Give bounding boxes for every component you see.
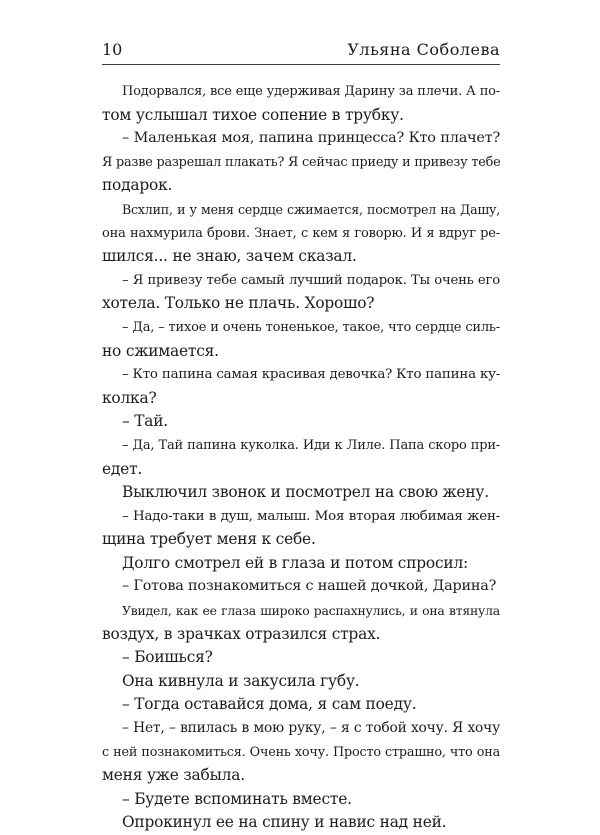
text-line: воздух, в зрачках отразился страх. [102,624,381,643]
text-line: Она кивнула и закусила губу. [122,671,360,690]
text-line: Долго смотрел ей в глаза и потом спросил: [122,553,469,572]
text-line: щина требует меня к себе. [102,530,316,549]
text-line: том услышал тихое сопение в трубку. [102,105,404,124]
text-line: Я разве разрешал плакать? Я сейчас приеду и привезу тебе [102,154,501,170]
text-line: – Будете вспоминать вместе. [122,789,352,808]
text-line: колка? [102,388,157,407]
text-line: – Да, Тай папина куколка. Иди к Лиле. Папа скоро при- [122,437,500,453]
text-line: она нахмурила брови. Знает, с кем я говорю. И я вдруг ре- [102,225,500,241]
text-line: – Тай. [122,412,168,431]
text-line: – Тогда оставайся дома, я сам поеду. [122,695,417,714]
text-line: но сжимается. [102,341,219,360]
text-line: – Надо-таки в душ, малыш. Моя вторая любимая жен- [122,508,500,524]
text-line: едет. [102,459,143,478]
text-line: – Нет, – впилась в мою руку, – я с тобой хочу. Я хочу [122,720,500,737]
text-line: – Готова познакомиться с нашей дочкой, Дарина? [122,578,497,595]
text-line: хотела. Только не плачь. Хорошо? [102,294,375,313]
text-line: Подорвался, все еще удерживая Дарину за плечи. А по- [122,84,500,99]
text-line: – Маленькая моя, папина принцесса? Кто плачет? [122,130,500,147]
text-line: меня уже забыла. [102,766,245,785]
text-line: – Я привезу тебе самый лучший подарок. Ты очень его [122,272,500,288]
text-line: Увидел, как ее глаза широко распахнулись, и она втянула [122,603,500,619]
text-line: – Да, – тихое и очень тоненькое, такое, что сердце силь- [122,319,500,335]
text-line: – Боишься? [122,648,213,667]
page-number: 10 [102,40,123,59]
text-line: подарок. [102,176,173,195]
author-running-head: Ульяна Соболева [347,40,500,59]
page-header [102,40,500,65]
text-line: с ней познакомиться. Очень хочу. Просто страшно, что она [102,744,500,760]
text-line: шился... не знаю, зачем сказал. [102,247,357,266]
text-line: Опрокинул ее на спину и навис над ней. [122,813,447,832]
body-text [102,80,500,835]
text-line: Всхлип, и у меня сердце сжимается, посмотрел на Дашу, [122,201,500,217]
text-line: – Кто папина самая красивая девочка? Кто папина ку- [122,367,501,383]
text-line: Выключил звонок и посмотрел на свою жену. [122,483,489,502]
